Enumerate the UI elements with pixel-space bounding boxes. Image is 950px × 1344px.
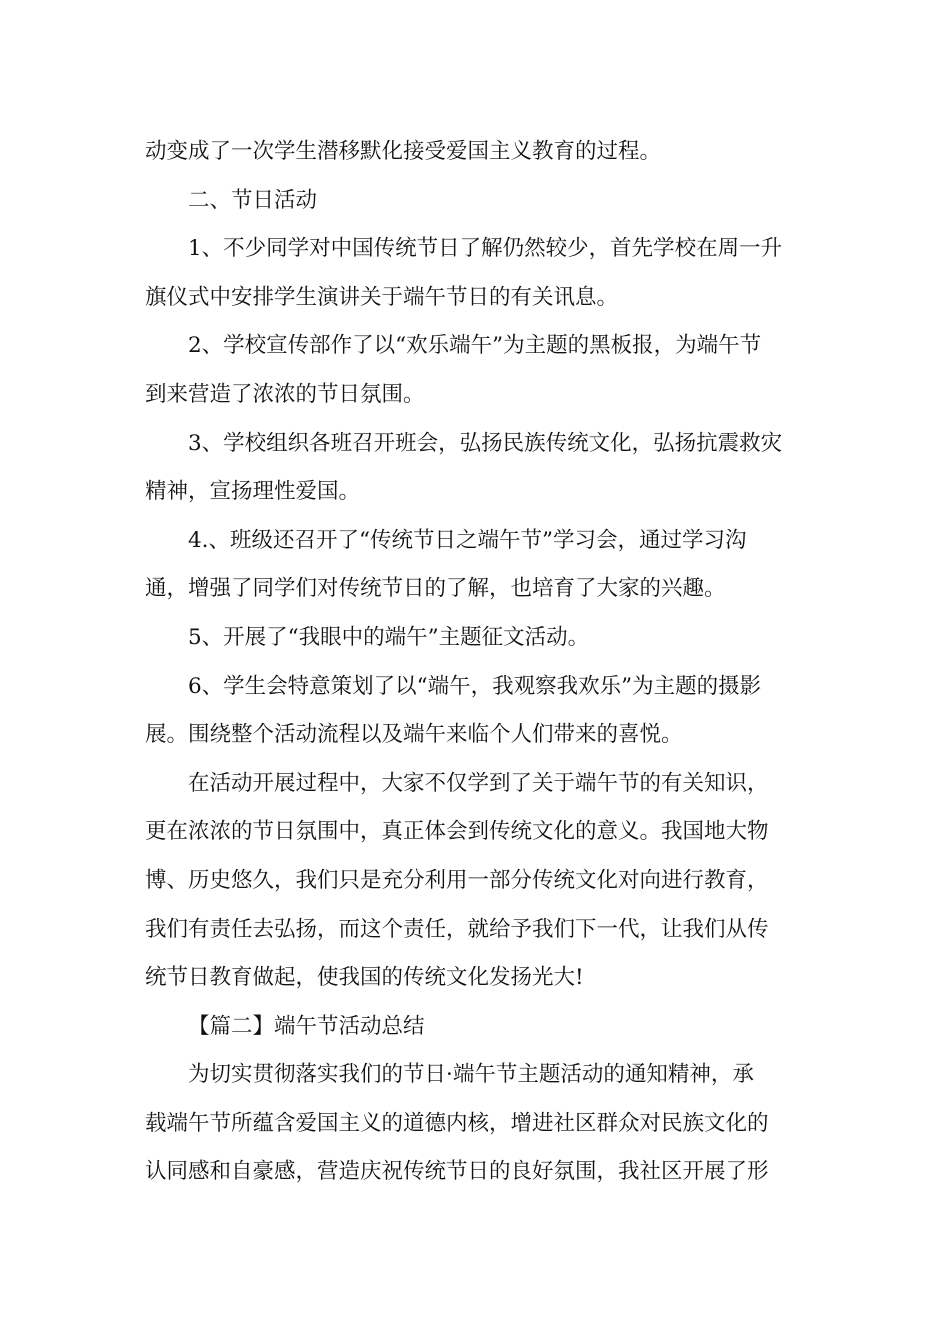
text-line: 精神，宣扬理性爱国。 — [145, 479, 361, 505]
text-line: 载端午节所蕴含爱国主义的道德内核，增进社区群众对民族文化的 — [145, 1110, 769, 1136]
text-line: 6、学生会特意策划了以“端午，我观察我欢乐”为主题的摄影 — [188, 673, 762, 699]
text-line: 更在浓浓的节日氛围中，真正体会到传统文化的意义。我国地大物 — [145, 819, 769, 845]
text-line: 动变成了一次学生潜移默化接受爱国主义教育的过程。 — [145, 139, 662, 164]
text-line: 1、不少同学对中国传统节日了解仍然较少，首先学校在周一升 — [188, 236, 783, 262]
section-heading: 【篇二】端午节活动总结 — [188, 1013, 425, 1039]
text-line: 3、学校组织各班召开班会，弘扬民族传统文化，弘扬抗震救灾 — [188, 430, 783, 456]
text-line: 博、历史悠久，我们只是充分利用一部分传统文化对向进行教育， — [145, 867, 769, 893]
text-line: 到来营造了浓浓的节日氛围。 — [145, 381, 425, 407]
section-heading: 二、节日活动 — [188, 187, 318, 213]
text-line: 统节日教育做起，使我国的传统文化发扬光大! — [145, 965, 584, 991]
text-line: 为切实贯彻落实我们的节日·端午节主题活动的通知精神，承 — [188, 1062, 754, 1088]
text-line: 我们有责任去弘扬，而这个责任，就给予我们下一代，让我们从传 — [145, 916, 769, 942]
text-line: 通，增强了同学们对传统节日的了解，也培育了大家的兴趣。 — [145, 576, 726, 602]
text-line: 2、学校宣传部作了以“欢乐端午”为主题的黑板报，为端午节 — [188, 333, 762, 359]
text-line: 4.、班级还召开了“传统节日之端午节”学习会，通过学习沟 — [188, 527, 747, 553]
text-line: 认同感和自豪感，营造庆祝传统节日的良好氛围，我社区开展了形 — [145, 1159, 769, 1185]
text-line: 在活动开展过程中，大家不仅学到了关于端午节的有关知识， — [188, 770, 769, 796]
body-text — [145, 128, 805, 1197]
text-line: 5、开展了“我眼中的端午”主题征文活动。 — [188, 624, 590, 650]
text-line: 展。围绕整个活动流程以及端午来临个人们带来的喜悦。 — [145, 722, 683, 748]
text-line: 旗仪式中安排学生演讲关于端午节日的有关讯息。 — [145, 284, 619, 310]
